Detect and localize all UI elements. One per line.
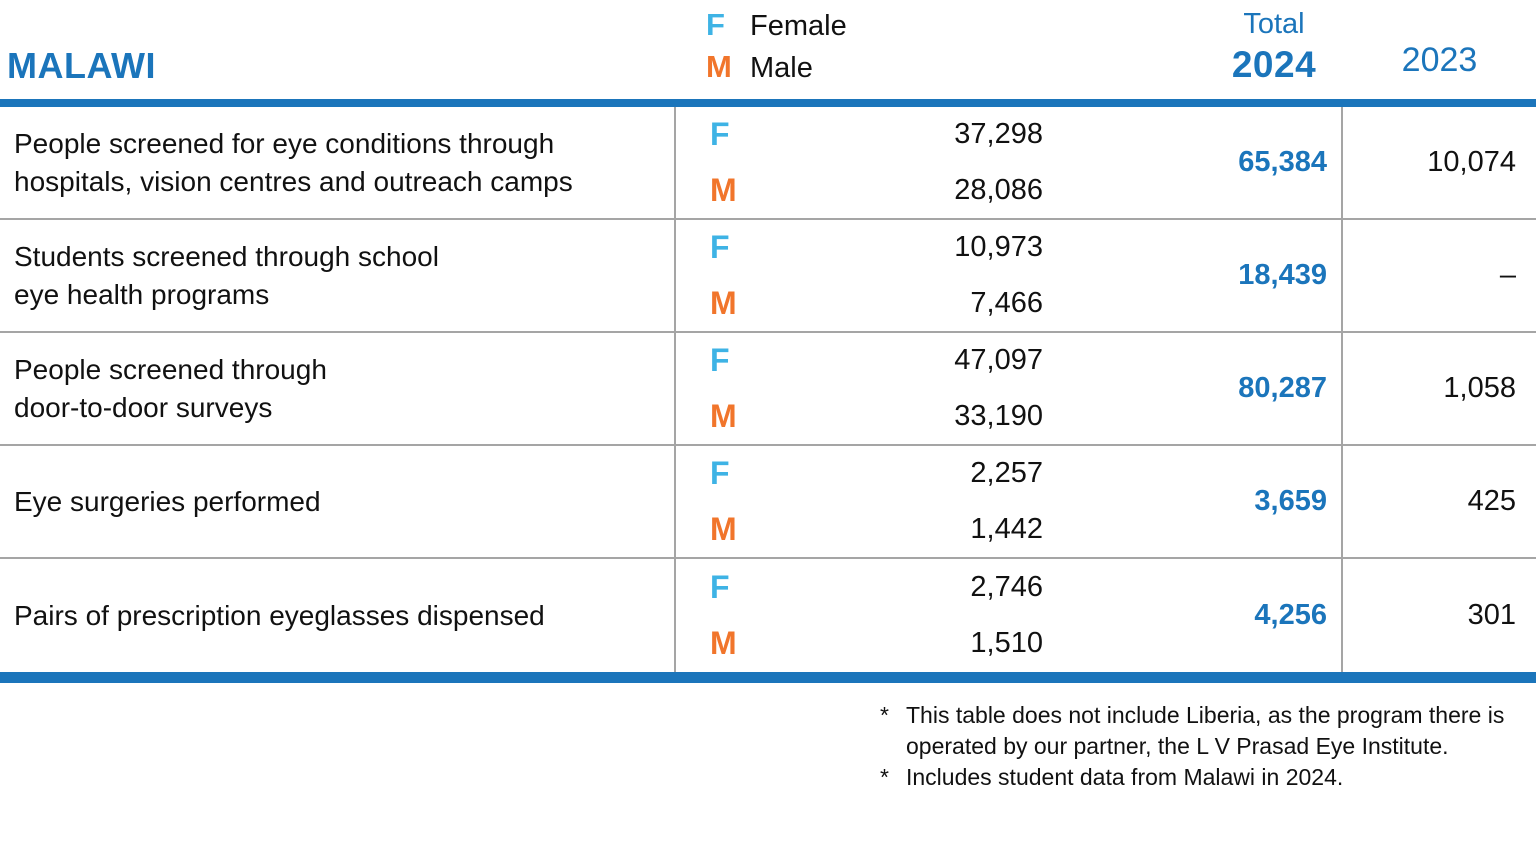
prev-year-column-header: 2023 (1401, 41, 1478, 79)
female-value-line (676, 446, 1043, 502)
male-key-icon: M (710, 625, 737, 662)
row-gender-values (676, 446, 1043, 557)
footnotes (880, 700, 1536, 793)
female-value: 2,746 (970, 570, 1043, 603)
female-value: 47,097 (954, 344, 1043, 377)
total-column-header (1204, 6, 1344, 88)
female-key-icon: F (710, 342, 730, 379)
row-gender-values (676, 333, 1043, 444)
female-value: 2,257 (970, 457, 1043, 490)
table-row (0, 559, 1536, 672)
female-key-icon: F (710, 568, 730, 605)
total-year-label: 2024 (1231, 44, 1317, 85)
prev-year-value: 301 (1467, 599, 1516, 631)
row-label (0, 446, 676, 557)
male-key-icon: M (710, 171, 737, 208)
header-rule (0, 99, 1536, 107)
footnote-text: Includes student data from Malawi in 2024. (906, 764, 1344, 790)
total-value: 18,439 (1043, 220, 1343, 331)
row-label-line2: eye health programs (14, 278, 270, 310)
male-value-line (676, 389, 1043, 445)
female-value-line (676, 107, 1043, 163)
prev-year-value: 425 (1467, 485, 1516, 517)
female-label: Female (750, 10, 847, 42)
male-value: 1,442 (970, 512, 1043, 545)
row-label-line1: Pairs of prescription eyeglasses dispensed (14, 599, 545, 631)
row-label-line1: People screened for eye conditions through (14, 127, 555, 159)
legend-male-line (706, 49, 847, 91)
table-body (0, 107, 1536, 672)
prev-year-value: – (1499, 259, 1516, 291)
row-gender-values (676, 559, 1043, 672)
male-value: 28,086 (954, 173, 1043, 206)
table-row (0, 220, 1536, 333)
row-label (0, 107, 676, 218)
footnote-marker: * (880, 702, 889, 728)
male-key-icon: M (706, 49, 732, 84)
male-key-icon: M (710, 397, 737, 434)
row-gender-values (676, 107, 1043, 218)
total-value: 3,659 (1043, 446, 1343, 557)
gender-legend (706, 7, 847, 91)
row-gender-values (676, 220, 1043, 331)
male-value-line (676, 502, 1043, 558)
footnote-line (880, 731, 1536, 762)
female-value-line (676, 333, 1043, 389)
row-label-line2: hospitals, vision centres and outreach camps (14, 165, 573, 197)
male-value-line (676, 163, 1043, 219)
male-value: 1,510 (970, 627, 1043, 660)
footnote-line (880, 700, 1536, 731)
male-key-icon: M (710, 510, 737, 547)
prev-year-value: 1,058 (1443, 372, 1516, 404)
footnote-marker (880, 731, 906, 762)
footnote-line (880, 762, 1536, 793)
footnote-text: This table does not include Liberia, as the program there is (906, 702, 1505, 728)
table-row (0, 107, 1536, 220)
table-row (0, 446, 1536, 559)
male-value-line (676, 276, 1043, 332)
total-value: 80,287 (1043, 333, 1343, 444)
row-label-line1: Students screened through school (14, 240, 439, 272)
bottom-rule (0, 672, 1536, 683)
table-row (0, 333, 1536, 446)
female-key-icon: F (710, 229, 730, 266)
row-label-line1: People screened through (14, 353, 327, 385)
row-label (0, 333, 676, 444)
row-label-line1: Eye surgeries performed (14, 485, 321, 517)
female-value-line (676, 220, 1043, 276)
table-header (0, 0, 1536, 99)
female-key-icon: F (706, 7, 725, 42)
female-value-line (676, 559, 1043, 616)
male-value: 33,190 (954, 399, 1043, 432)
male-key-icon: M (710, 284, 737, 321)
male-value-line (676, 616, 1043, 673)
footnote-marker: * (880, 764, 889, 790)
female-key-icon: F (710, 455, 730, 492)
total-column-label: Total (1243, 8, 1305, 40)
footnote-text: operated by our partner, the L V Prasad Eye Institute. (906, 733, 1449, 759)
row-label-line2: door-to-door surveys (14, 391, 273, 423)
row-label (0, 559, 676, 672)
female-value: 37,298 (954, 118, 1043, 151)
prev-year-value: 10,074 (1427, 146, 1516, 178)
total-value: 4,256 (1043, 559, 1343, 672)
row-label (0, 220, 676, 331)
total-value: 65,384 (1043, 107, 1343, 218)
female-value: 10,973 (954, 231, 1043, 264)
female-key-icon: F (710, 116, 730, 153)
legend-female-line (706, 7, 847, 49)
country-title: MALAWI (7, 45, 156, 86)
male-label: Male (750, 52, 813, 84)
male-value: 7,466 (970, 286, 1043, 319)
